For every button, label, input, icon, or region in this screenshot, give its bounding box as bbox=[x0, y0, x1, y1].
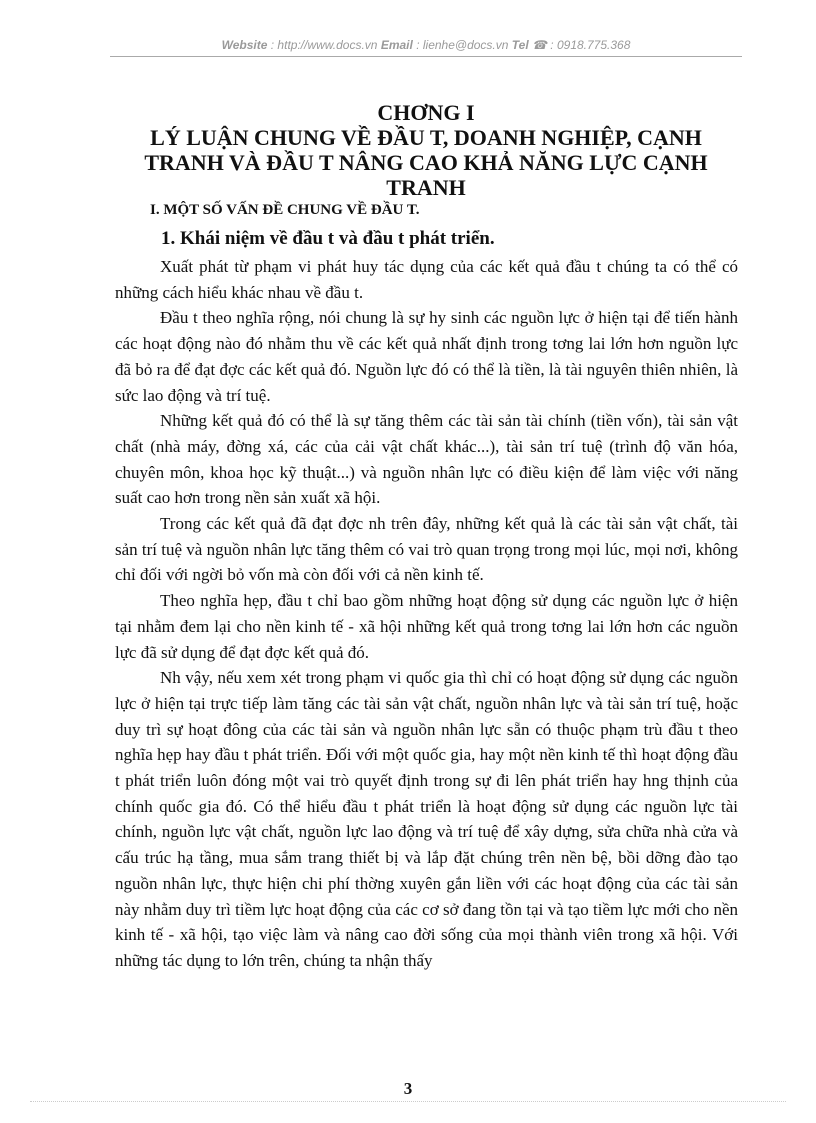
paragraph: Những kết quả đó có thể là sự tăng thêm các tài sản tài chính (tiền vốn), tài sản vật chất (nhà máy, đờng xá, các của cải vật chất khác...), tài sản trí tuệ (trình độ văn hóa, chuyên môn, khoa học kỹ thuật...) và nguồn nhân lực có điều kiện để làm việc với năng suất cao hơn trong nền sản xuất xã hội. bbox=[115, 411, 738, 508]
page-header bbox=[110, 38, 742, 52]
chapter-title-line: TRANH bbox=[386, 175, 466, 200]
footer-divider bbox=[30, 1101, 786, 1102]
subsection-heading: 1. Khái niệm về đầu t và đầu t phát triển. bbox=[161, 228, 495, 249]
header-divider bbox=[110, 56, 742, 57]
body-text bbox=[115, 254, 738, 974]
header-website-label: Website bbox=[221, 38, 268, 52]
paragraph: Trong các kết quả đã đạt đợc nh trên đây, những kết quả là các tài sản vật chất, tài sản trí tuệ và nguồn nhân lực tăng thêm có vai trò quan trọng trong mọi lúc, mọi nơi, không chỉ đối với ngời bỏ vốn mà còn đối với cả nền kinh tế. bbox=[115, 514, 739, 585]
header-tel-value: ☎ : 0918.775.368 bbox=[532, 38, 631, 52]
header-email-label: Email bbox=[380, 38, 413, 52]
paragraph: Theo nghĩa hẹp, đầu t chỉ bao gồm những hoạt động sử dụng các nguồn lực ở hiện tại nhằm đem lại cho nền kinh tế - xã hội những kết quả trong tơng lai lớn hơn các nguồn lực đã sử dụng để đạt đợc kết quả đó. bbox=[115, 591, 738, 662]
header-tel-label: Tel bbox=[511, 38, 529, 52]
page-number: 3 bbox=[403, 1079, 413, 1098]
chapter-title-line: LÝ LUẬN CHUNG VỀ ĐẦU T, DOANH NGHIỆP, CẠNH bbox=[150, 125, 702, 150]
paragraph: Đầu t theo nghĩa rộng, nói chung là sự hy sinh các nguồn lực ở hiện tại để tiến hành các hoạt động nào đó nhằm thu về các kết quả nhất định trong tơng lai lớn hơn nguồn lực đã bỏ ra để đạt đợc các kết quả đó. Nguồn lực đó có thể là tiền, là tài nguyên thiên nhiên, là sức lao động và trí tuệ. bbox=[115, 308, 738, 405]
chapter-title-line: TRANH VÀ ĐẦU T NÂNG CAO KHẢ NĂNG LỰC CẠNH bbox=[144, 150, 708, 175]
chapter-title bbox=[110, 100, 742, 200]
paragraph: Nh vậy, nếu xem xét trong phạm vi quốc gia thì chỉ có hoạt động sử dụng các nguồn lực ở hiện tại trực tiếp làm tăng các tài sản vật chất, nguồn nhân lực và tài sản trí tuệ, hoặc duy trì sự hoạt đông của các tài sản và nguồn nhân lực sẵn có thuộc phạm trù đầu t theo nghĩa hẹp hay đầu t phát triển. Đối với một quốc gia, hay một nền kinh tế thì hoạt động đầu t phát triển luôn đóng một vai trò quyết định trong sự đi lên phát triển hay hng thịnh của chính quốc gia đó. Có thể hiểu đầu t phát triển là hoạt động sử dụng các nguồn lực tài chính, nguồn lực vật chất, nguồn lực lao động và trí tuệ để xây dựng, sửa chữa nhà cửa và cấu trúc hạ tầng, mua sắm trang thiết bị và lắp đặt chúng trên nền bệ, bồi dỡng đào tạo nguồn nhân lực, thực hiện chi phí thờng xuyên gắn liền với các hoạt động của các tài sản này nhằm duy trì tiềm lực hoạt động của các cơ sở đang tồn tại và tạo tiềm lực mới cho nền kinh tế - xã hội, tạo việc làm và nâng cao đời sống của mọi thành viên trong xã hội. Với những tác dụng to lớn trên, chúng ta nhận thấy bbox=[115, 668, 738, 970]
paragraph: Xuất phát từ phạm vi phát huy tác dụng của các kết quả đầu t chúng ta có thể có những cách hiểu khác nhau về đầu t. bbox=[115, 257, 738, 302]
chapter-title-line: CHƠNG I bbox=[377, 100, 475, 125]
section-heading: I. MỘT SỐ VẤN ĐỀ CHUNG VỀ ĐẦU T. bbox=[150, 202, 420, 218]
header-website-value: : http://www.docs.vn bbox=[270, 38, 378, 52]
header-email-value: : lienhe@docs.vn bbox=[416, 38, 509, 52]
